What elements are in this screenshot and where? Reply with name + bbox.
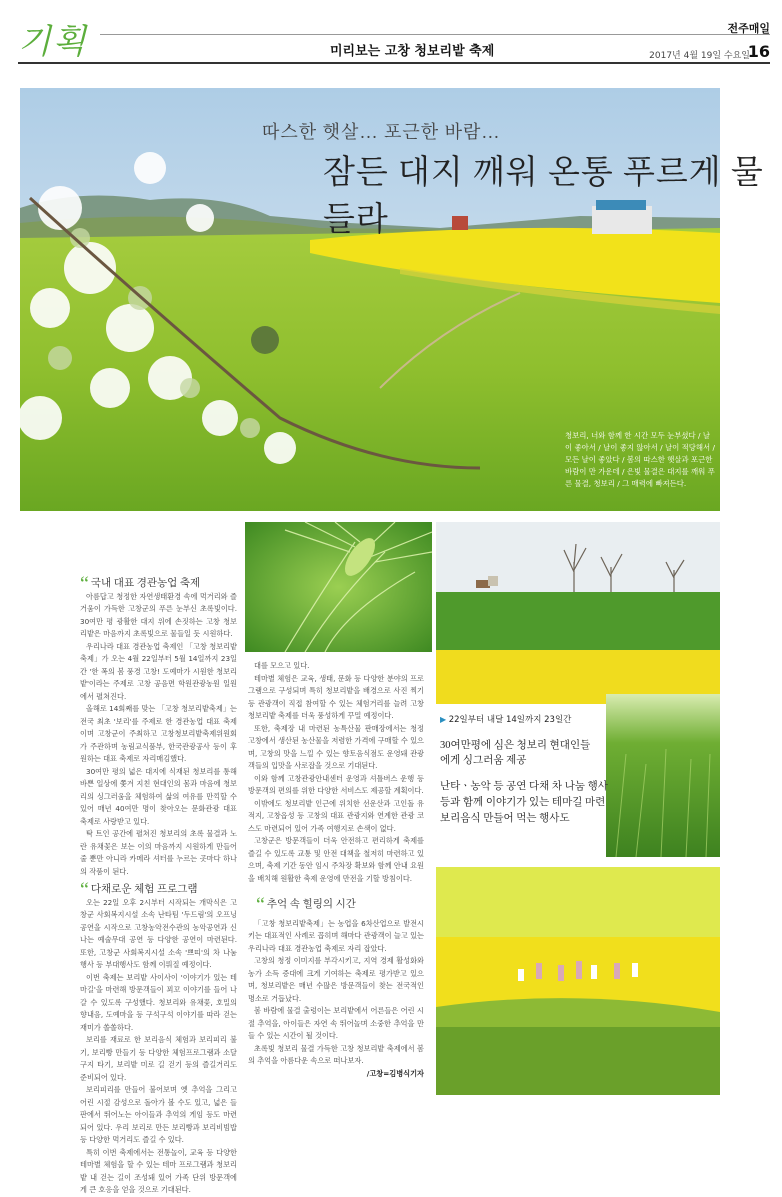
paragraph: 이와 함께 고창관광안내센터 운영과 셔틀버스 운행 등 방문객의 편의를 위한 다양한 서비스도 제공할 계획이다.: [248, 773, 424, 795]
paragraph: 30여만 평의 넓은 대지에 식재된 청보리를 통해 바쁜 일상에 쫓겨 지친 현대인의 몸과 마음에 청보리의 싱그러움을 체험하여 삶의 여유를 만끽할 수 있어 매년 40여만 명이 찾아오는 문화관광 대표 축제로 사랑받고 있다.: [80, 766, 237, 826]
paragraph: 봄 바람에 물결 출렁이는 보리밭에서 어른들은 어린 시절 추억을, 아이들은 자연 속 뛰어놀며 소중한 추억을 만들 수 있는 시간이 될 것이다.: [248, 1006, 424, 1040]
paragraph: 「고창 청보리밭축제」는 농업을 6차산업으로 발전시키는 대표적인 사례로 꼽히며 해마다 관광객이 늘고 있는 우리나라 대표 경관농업 축제로 자리 잡았다.: [248, 918, 424, 953]
paper-name: 전주매일: [727, 22, 770, 35]
photo-caption: 청보리, 너와 함께 한 시간 모두 눈부셨다 / 날이 좋아서 / 날이 좋지 않아서 / 날이 적당해서 / 모든 날이 좋았다 / 봄의 따스한 햇살과 포근한 바람이 만 가운데 / 은빛 물결은 대지를 깨워 푸른 물결, 청보리 / 그 매력에 빠져든다.: [565, 431, 715, 488]
subheading-1: [80, 573, 237, 595]
feature-heading: 30여만평에 심은 청보리 현대인들에게 싱그러움 제공: [440, 740, 591, 766]
paragraph: 보리피리를 만들어 불어보며 옛 추억을 그리고 어린 시절 감성으로 돌아가 볼 수도 있고, 넓은 들판에서 뛰어노는 아이들과 추억의 게임 등도 마련되어 있다. 우리 보리로 만든 보리빵과 보리비빔밥 등 다양한 먹거리도 즐길 수 있다.: [80, 1085, 237, 1144]
page-headline: 잠든 대지 깨워 온통 푸르게 물들라: [323, 155, 764, 238]
page-topic: 미리보는 고창 청보리밭 축제: [330, 44, 495, 59]
article-column-1: [80, 573, 237, 1197]
paragraph: 테마별 체험은 교육, 생태, 문화 등 다양한 분야의 프로그램으로 구성되며 특히 청보리밭을 배경으로 사진 찍기 등 관광객이 직접 참여할 수 있는 체험거리를 늘려 고창 청보리밭 축제를 더욱 풍성하게 꾸밀 예정이다.: [248, 673, 424, 720]
triangle-icon: ▶: [440, 715, 449, 724]
field-cart-photo: [436, 522, 720, 704]
byline: /고창=김병식기자: [366, 1068, 424, 1078]
feature-body: 난타ㆍ농악 등 공연 다채 차 나눔 행사 등과 함께 이야기가 있는 테마길 마련 보리음식 만들어 먹는 행사도: [440, 781, 608, 824]
paragraph: 이번 축제는 보리밭 사이사이 '이야기가 있는 테마길'을 마련해 방문객들이 꾀꼬 이야기를 들어 나갈 수 있도록 구성했다. 청보리와 유채꽃, 호밀의 향내음, 도예마을 등 구석구석 이야기를 따라 걷는 재미가 쏠쏠하다.: [80, 972, 237, 1032]
page-number: 16: [747, 42, 770, 61]
feature-lead: [440, 713, 571, 725]
subheading-3: [256, 894, 424, 916]
header-divider: [18, 62, 770, 64]
article-column-2: [248, 660, 424, 1080]
section-mark: 기획: [18, 22, 88, 62]
subheading-2-text: 다채로운 체험 프로그램: [90, 884, 198, 895]
paragraph: 특히 이번 축제에서는 전통놀이, 교육 등 다양한 테마별 체험을 할 수 있는 테마 프로그램과 청보리밭 내 걷는 길이 조성돼 있어 가족 단위 방문객에게 큰 호응을 얻을 것으로 기대된다.: [80, 1147, 237, 1194]
subheading-3-text: 추억 속 힐링의 시간: [266, 899, 356, 910]
paragraph: 우리나라 대표 경관농업 축제인 「고창 청보리밭축제」가 오는 4월 22일부터 5월 14일까지 23일간 '한 폭의 봄 풍경 고창! 도예마가 시원한 청보리밭'이라는 주제로 고창 공음면 학원관광농원 일원에서 펼쳐진다.: [80, 641, 237, 701]
paragraph: 고창의 청정 이미지를 부각시키고, 지역 경제 활성화와 농가 소득 증대에 크게 기여하는 축제로 평가받고 있으며, 청보리밭은 매년 수많은 방문객들이 찾는 전국적인 명소로 거듭났다.: [248, 956, 424, 1003]
paragraph: 대를 모으고 있다.: [254, 661, 310, 670]
headline-subtitle: 따스한 햇살… 포근한 바람…: [262, 122, 501, 142]
paragraph: 올해로 14회째를 맞는 「고창 청보리밭축제」는 전국 최초 '보리'를 주제로 한 경관농업 대표 축제이며 고창군이 주최하고 고창청보리밭축제위원회가 주관하며 농림교식품부, 한국관광공사 등이 후원하는 대표 축제로 자리매김했다.: [80, 704, 237, 763]
paragraph: 보리를 재료로 한 보리음식 체험과 보리피리 불기, 보리빵 만들기 등 다양한 체험프로그램과 소달구지 타기, 보리밭 미로 길 걷기 등의 즐길거리도 준비되어 있다.: [80, 1035, 237, 1082]
barley-field-photo: [606, 694, 720, 857]
quote-icon: “: [256, 894, 265, 916]
paragraph: 탁 트인 공간에 펼쳐진 청보리의 초록 물결과 노란 유채꽃은 보는 이의 마음까지 시원하게 만들어줄 뿐만 아니라 카메라 셔터를 누르는 곳마다 하나의 작품이 된다.: [80, 829, 237, 876]
publication-date: 2017년 4월 19일 수요일: [649, 51, 750, 61]
paragraph: 또한, 축제장 내 마련된 농특산물 판매장에서는 청정 고창에서 생산된 농산물을 저렴한 가격에 구매할 수 있으며, 고창의 맛을 느낄 수 있는 향토음식점도 운영돼 관광객들의 입맛을 사로잡을 것으로 기대된다.: [248, 723, 424, 770]
paragraph: 아름답고 청정한 자연생태환경 속에 먹거리와 즐거움이 가득한 고창군의 푸른 눈부신 초록빛이다. 30여만 평 광활한 대지 위에 손짓하는 고창 청보리밭은 마음까지 초록빛으로 물들일 듯 시원하다.: [80, 591, 237, 638]
paragraph: 이밖에도 청보리밭 인근에 위치한 선운산과 고인돌 유적지, 고창읍성 등 고창의 대표 관광지와 연계한 관광 코스도 마련되어 있어 가족 여행지로 손색이 없다.: [248, 798, 424, 833]
paragraph: 초록빛 청보리 물결 가득한 고창 청보리밭 축제에서 봄의 추억을 아름다운 속으로 떠나보자.: [248, 1043, 424, 1065]
paragraph: 오는 22일 오후 2시부터 시작되는 개막식은 고창군 사회복지시설 소속 난타팀 '두드림'의 오프닝 공연을 시작으로 고창농악전수관의 농악공연과 신나는 예술무대 공연 등 다양한 공연이 마련된다. 또한, 고창군 사회복지시설 소속 '쁘띠'의 차 나눔 행사 등 부대행사도 함께 이뤄질 예정이다.: [80, 897, 237, 969]
paragraph: 고창군은 방문객들이 더욱 안전하고 편리하게 축제를 즐길 수 있도록 교통 및 안전 대책을 철저히 마련하고 있으며, 축제 기간 동안 임시 주차장 확보와 함께 안내 요원을 배치해 원활한 축제 운영에 만전을 기할 방침이다.: [248, 836, 424, 883]
top-rule: [100, 34, 770, 35]
barley-closeup-photo: [245, 522, 432, 652]
feature-lead-text: 22일부터 내달 14일까지 23일간: [448, 715, 572, 725]
subheading-2: [80, 879, 237, 901]
subheading-1-text: 국내 대표 경관농업 축제: [90, 578, 201, 589]
canola-field-photo: [436, 867, 720, 1095]
quote-icon: “: [80, 879, 89, 901]
quote-icon: “: [80, 573, 89, 595]
